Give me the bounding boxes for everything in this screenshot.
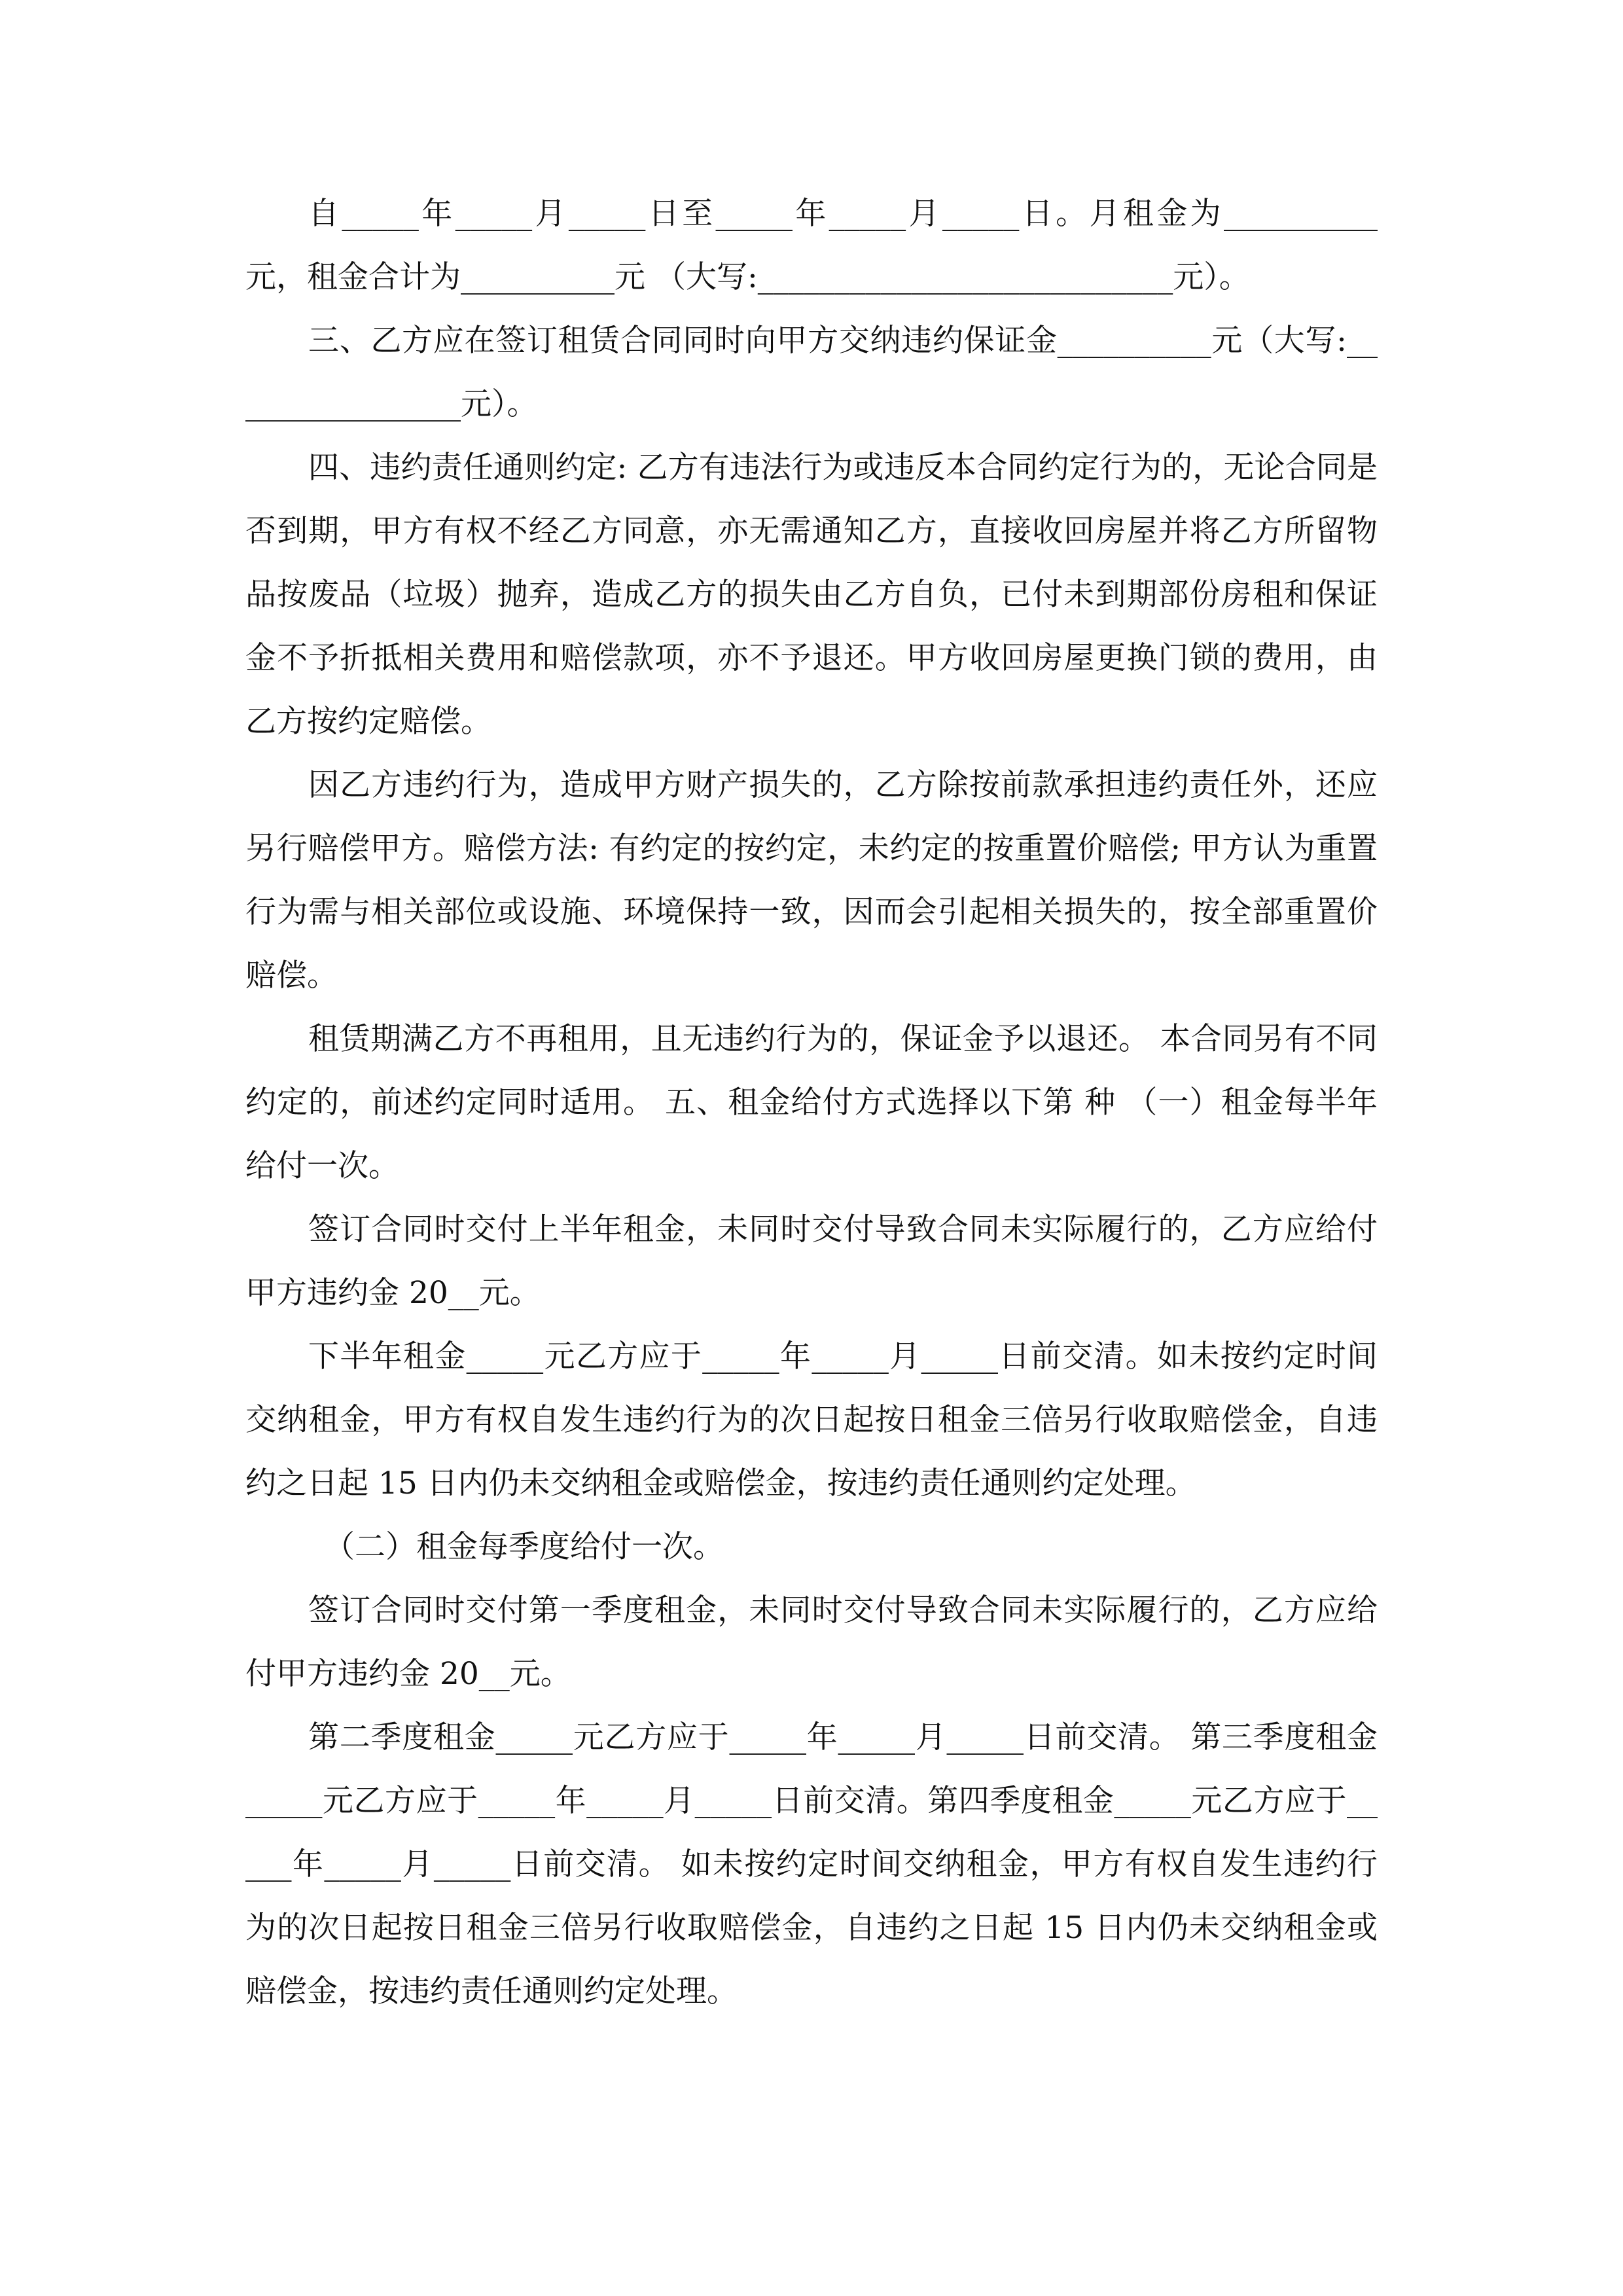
first-half-payment-paragraph: 签订合同时交付上半年租金，未同时交付导致合同未实际履行的，乙方应给付甲方违约金 20__元。 (245, 1211, 1378, 1311)
compensation-paragraph: 因乙方违约行为，造成甲方财产损失的，乙方除按前款承担违约责任外，还应另行赔偿甲方。赔偿方法: 有约定的按约定，未约定的按重置价赔偿; 甲方认为重置行为需与相关部位或设施、环境保持一致，因而会引起相关损失的，按全部重置价赔偿。 (245, 767, 1378, 994)
first-quarter-payment-paragraph: 签订合同时交付第一季度租金，未同时交付导致合同未实际履行的，乙方应给付甲方违约金 20__元。 (245, 1592, 1378, 1692)
later-quarters-payment-paragraph: 第二季度租金_____元乙方应于_____年_____月_____日前交清。 第三季度租金_____元乙方应于_____年_____月_____日前交清。第四季度租金_____元乙方应于_____年_____月_____日前交清。 如未按约定时间交纳租金，甲方有权自发生违约行为的次日起按日租金三倍另行收取赔偿金，自违约之日起 15 日内仍未交纳租金或赔偿金，按违约责任通则约定处理。 (245, 1719, 1378, 2009)
quarterly-heading: （二）租金每季度给付一次。 (324, 1529, 724, 1565)
rental-period-paragraph: 自_____年_____月_____日至_____年_____月_____日。月租金为__________元，租金合计为__________元 （大写:___________________________元）。 (245, 196, 1378, 295)
document-page (245, 182, 1378, 2023)
lease-expiry-paragraph: 租赁期满乙方不再租用，且无违约行为的，保证金予以退还。 本合同另有不同约定的，前述约定同时适用。 五、租金给付方式选择以下第 种 （一）租金每半年给付一次。 (245, 1021, 1378, 1184)
second-half-payment-paragraph: 下半年租金_____元乙方应于_____年_____月_____日前交清。如未按约定时间交纳租金，甲方有权自发生违约行为的次日起按日租金三倍另行收取赔偿金，自违约之日起 15 日内仍未交纳租金或赔偿金，按违约责任通则约定处理。 (245, 1338, 1378, 1501)
deposit-clause-paragraph: 三、乙方应在签订租赁合同同时向甲方交纳违约保证金__________元（大写:________________元）。 (245, 323, 1378, 422)
breach-liability-paragraph: 四、违约责任通则约定: 乙方有违法行为或违反本合同约定行为的，无论合同是否到期，甲方有权不经乙方同意，亦无需通知乙方，直接收回房屋并将乙方所留物品按废品（垃圾）抛弃，造成乙方的损失由乙方自负，已付未到期部份房租和保证金不予折抵相关费用和赔偿款项，亦不予退还。甲方收回房屋更换门锁的费用，由乙方按约定赔偿。 (245, 450, 1378, 740)
